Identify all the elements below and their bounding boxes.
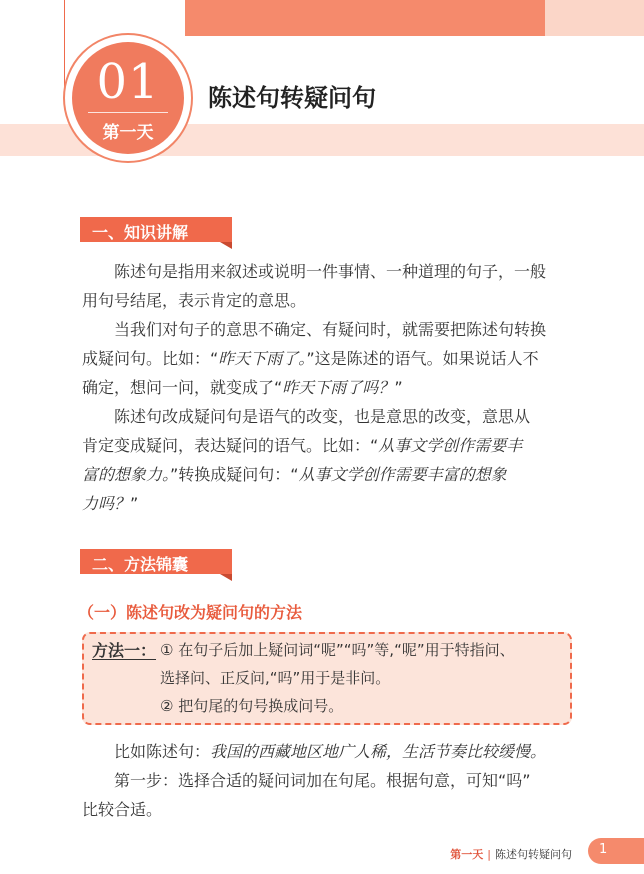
example-sentence: 从事文学创作需要丰 bbox=[378, 436, 523, 455]
method-label: 方法一： bbox=[92, 641, 157, 660]
step-paragraph: 第一步：选择合适的疑问词加在句尾。根据句意，可知“吗” 比较合适。 bbox=[82, 771, 531, 819]
day-badge bbox=[72, 42, 184, 154]
section-heading-knowledge bbox=[80, 217, 232, 242]
footer-separator: | bbox=[487, 848, 491, 861]
paragraph-2: 当我们对句子的意思不确定、有疑问时，就需要把陈述句转换 成疑问句。比如：“昨天下雨了。”这是陈述的语气。如果说话人不 确定，想问一问，就变成了“昨天下雨了吗？” bbox=[82, 320, 547, 397]
example-sentence: 富的想象力。 bbox=[82, 465, 171, 484]
example-paragraph: 比如陈述句：我国的西藏地区地广人稀，生活节奏比较缓慢。 bbox=[114, 742, 547, 761]
page-title: 陈述句转疑问句 bbox=[208, 84, 376, 112]
example-sentence: 昨天下雨了。 bbox=[218, 349, 307, 368]
paragraph-1: 陈述句是指用来叙述或说明一件事情、一种道理的句子，一般 用句号结尾，表示肯定的意思。 bbox=[82, 262, 547, 310]
day-label: 第一天 bbox=[102, 123, 154, 143]
paragraph-3: 陈述句改成疑问句是语气的改变，也是意思的改变，意思从 肯定变成疑问，表达疑问的语气。比如：“从事文学创作需要丰 富的想象力。”转换成疑问句：“从事文学创作需要丰富的想象 力吗？” bbox=[82, 407, 531, 513]
section-heading-label: 二、方法锦囊 bbox=[92, 555, 189, 574]
badge-divider bbox=[88, 112, 168, 113]
method-line-2: 选择问、正反问,“吗”用于是非问。 bbox=[160, 669, 391, 687]
method-line-3: ② 把句尾的句号换成问号。 bbox=[160, 697, 344, 715]
section-heading-label: 一、知识讲解 bbox=[92, 223, 189, 242]
footer-title: 陈述句转疑问句 bbox=[495, 848, 572, 861]
sub-heading: （一）陈述句改为疑问句的方法 bbox=[78, 603, 303, 622]
top-decor-band-light bbox=[545, 0, 644, 36]
section-heading-methods bbox=[80, 549, 232, 574]
footer-day: 第一天 bbox=[450, 848, 484, 861]
page-number-tab bbox=[588, 838, 644, 864]
footer-running-title bbox=[450, 846, 572, 862]
example-sentence: 力吗？ bbox=[82, 494, 131, 513]
method-line-1: ① 在句子后加上疑问词“呢”“吗”等,“呢”用于特指问、 bbox=[160, 641, 515, 659]
method-box bbox=[82, 632, 572, 725]
example-sentence: 从事文学创作需要丰富的想象 bbox=[298, 465, 507, 484]
example-sentence: 昨天下雨了吗？ bbox=[282, 378, 395, 397]
day-number: 01 bbox=[96, 54, 160, 110]
page-number: 1 bbox=[599, 842, 608, 857]
example-sentence: 我国的西藏地区地广人稀，生活节奏比较缓慢。 bbox=[210, 742, 547, 761]
